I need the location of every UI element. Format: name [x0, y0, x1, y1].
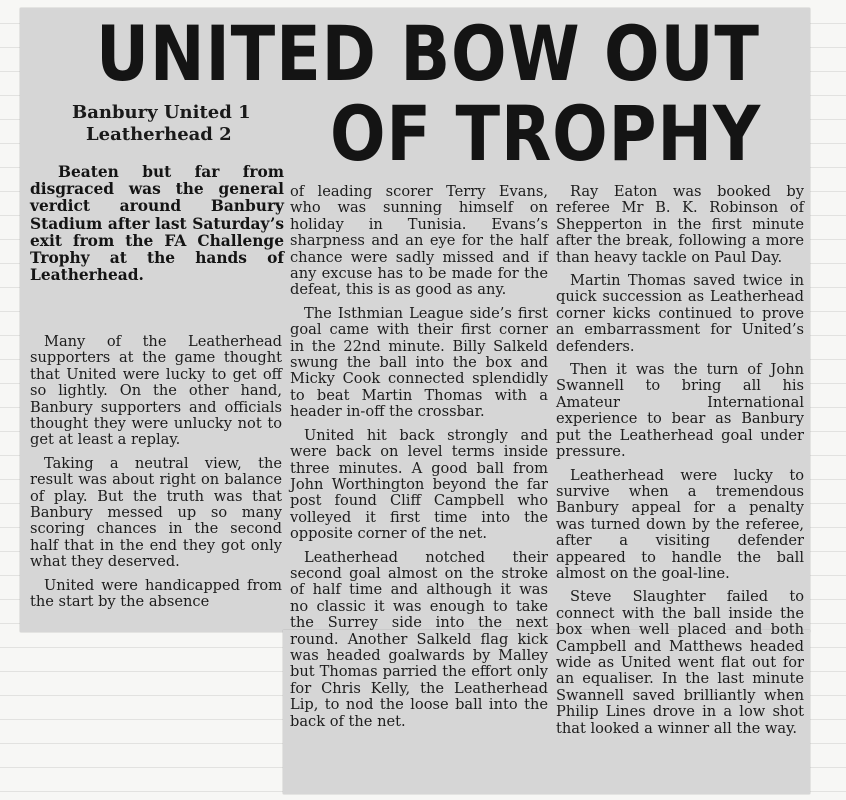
paragraph: Taking a neutral view, the result was about right on balance of play. But the truth was that Banbury messed up so many scoring chances in the second half that in the end they got only what they deserved. [30, 454, 282, 571]
paragraph: of leading scorer Terry Evans, who was sunning himself on holiday in Tunisia. Evans’s sharpness and an eye for the half chance were sadly missed and if any excuse has to be made for the defeat, this is as good as any. [290, 183, 548, 299]
article-column-2 [290, 184, 548, 737]
paragraph: Ray Eaton was booked by referee Mr B. K. Robinson of Shepperton in the first minute after the break, following a more than heavy tackle on Paul Day. [556, 183, 804, 266]
paragraph: Martin Thomas saved twice in quick succession as Leatherhead corner kicks continued to prove an embarrassment for United’s defenders. [556, 272, 804, 355]
headline-line-1: UNITED BOW OUT [96, 9, 760, 98]
score-leatherhead: Leatherhead 2 [86, 124, 232, 145]
paragraph: Steve Slaughter failed to connect with the ball inside the box when well placed and both Campbell and Matthews headed wide as United went flat out for an equaliser. In the last minute Swannell saved brilliantly when Philip Lines drove in a low shot that looked a winner all the way. [556, 588, 804, 737]
paragraph: The Isthmian League side’s first goal came with their first corner in the 22nd minute. Billy Salkeld swung the ball into the box and Micky Cook connected splendidly to beat Martin Thomas with a header in-off the crossbar. [290, 304, 548, 421]
paragraph: Leatherhead were lucky to survive when a tremendous Banbury appeal for a penalty was turned down by the referee, after a visiting defender appeared to handle the ball almost on the goal-line. [556, 466, 804, 582]
article-column-1 [30, 334, 282, 618]
intro-paragraph: Beaten but far from disgraced was the general verdict around Banbury Stadium after last Saturday’s exit from the FA Challenge Trophy at the hands of Leatherhead. [30, 163, 284, 285]
paragraph: Many of the Leatherhead supporters at the game thought that United were lucky to get off so lightly. On the other hand, Banbury supporters and officials thought they were unlucky not to get at least a replay. [30, 333, 282, 449]
paragraph: Leatherhead notched their second goal almost on the stroke of half time and although it was no classic it was enough to take the Surrey side into the next round. Another Salkeld flag kick was headed goalwards by Malley but Thomas parried the effort only for Chris Kelly, the Leatherhead Lip, to nod the loose ball into the back of the net. [290, 548, 548, 730]
paragraph: Then it was the turn of John Swannell to bring all his Amateur International experience to bear as Banbury put the Leatherhead goal under pressure. [556, 361, 804, 461]
article-column-3 [556, 184, 804, 744]
score-banbury: Banbury United 1 [72, 102, 251, 123]
paragraph: United hit back strongly and were back on level terms inside three minutes. A good ball from John Worthington beyond the far post found Cliff Campbell who volleyed it first time into the opposite corner of the net. [290, 426, 548, 543]
headline-line-2: OF TROPHY [330, 89, 762, 178]
paragraph: United were handicapped from the start by the absence [30, 576, 282, 611]
